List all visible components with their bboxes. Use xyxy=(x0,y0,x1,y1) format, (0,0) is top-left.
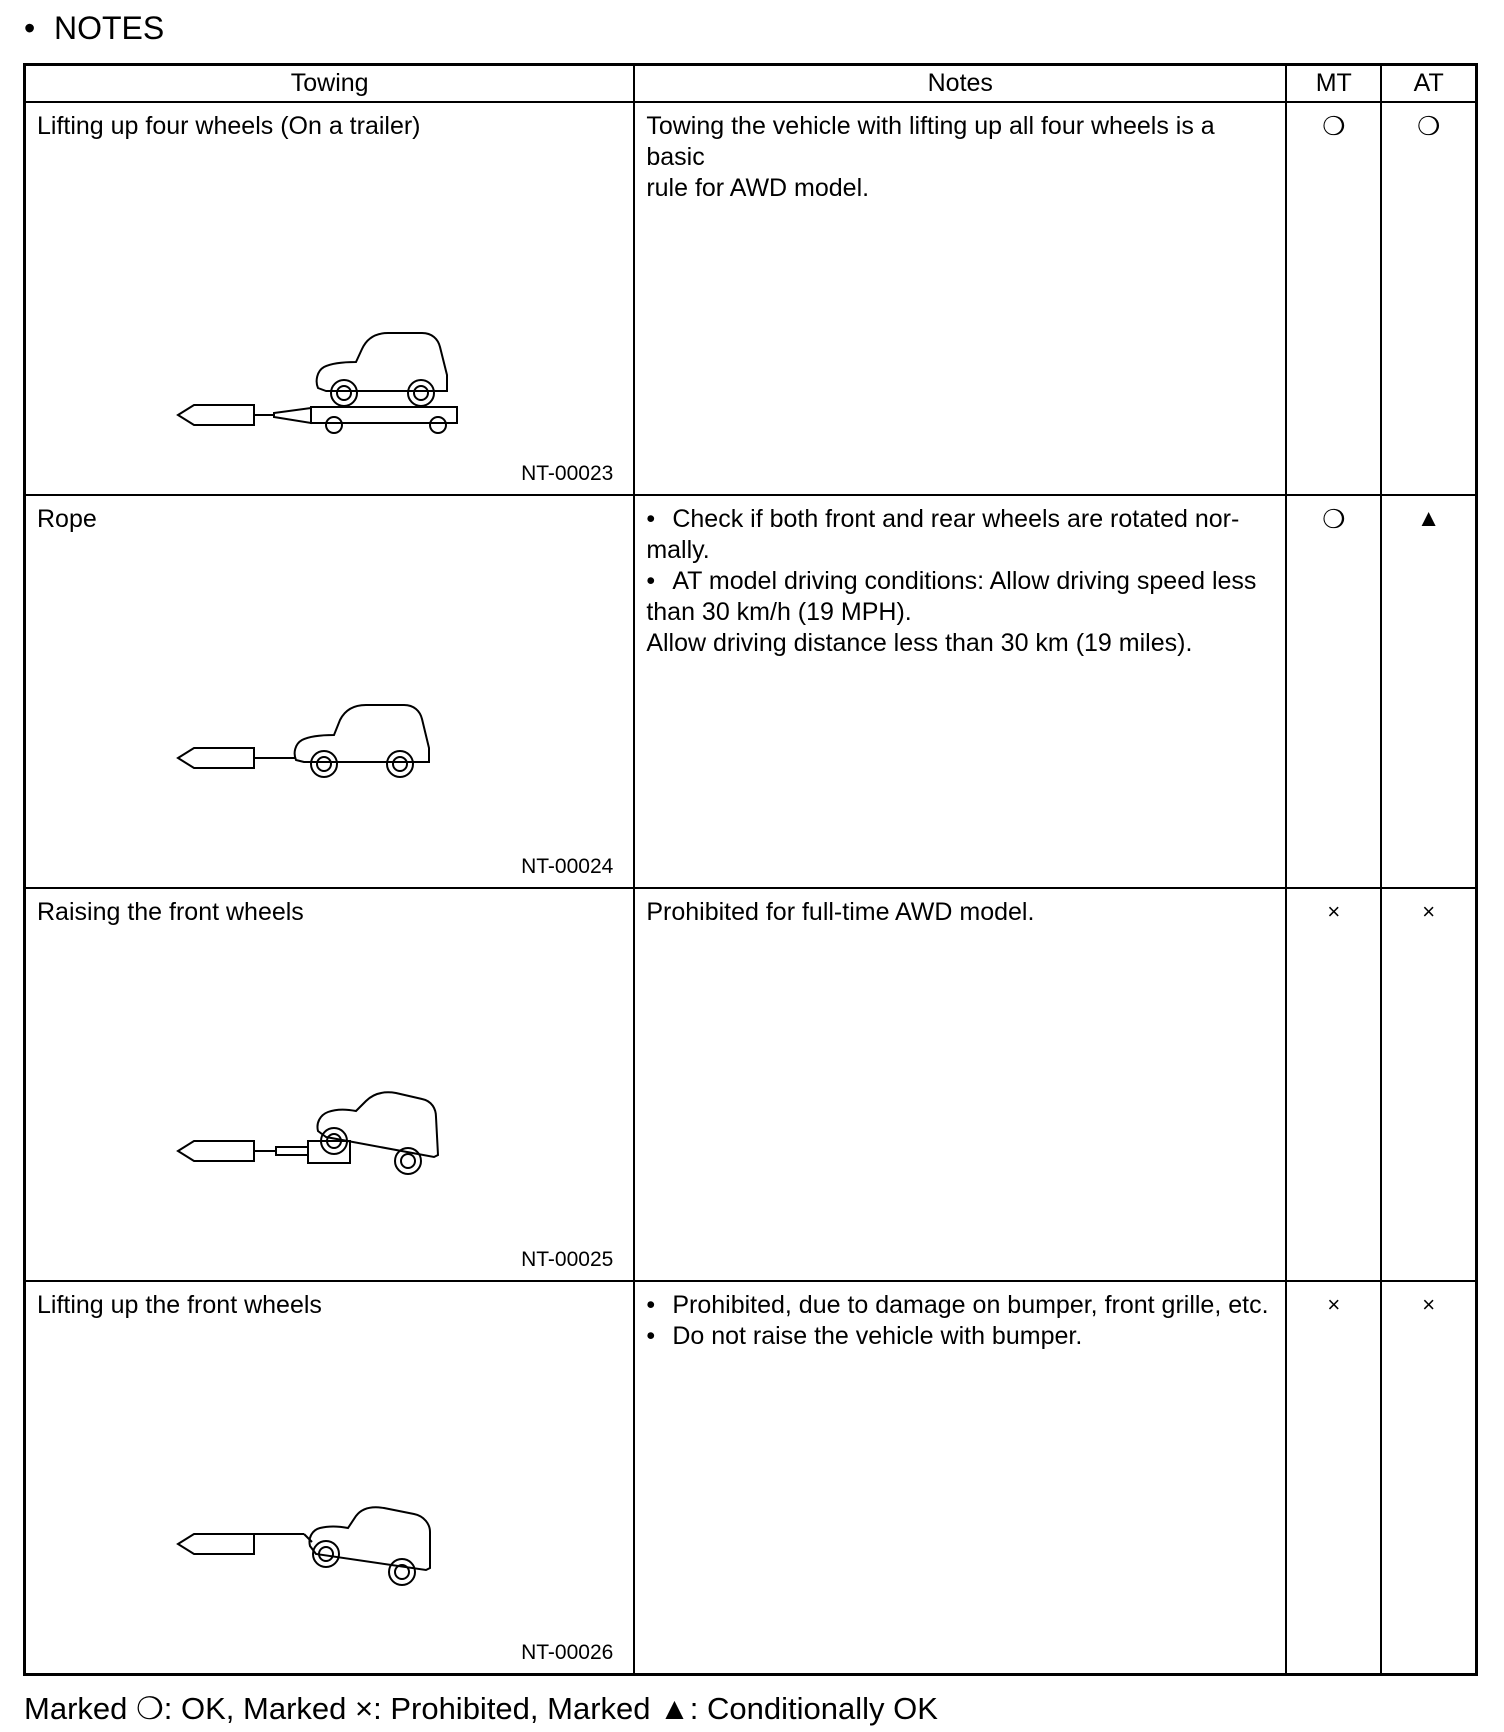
prohibited-mark-icon: × xyxy=(1327,1292,1341,1317)
note-line xyxy=(646,1290,1273,1321)
car-front-lifted-tow-icon xyxy=(176,1422,516,1622)
ok-mark-icon: ❍ xyxy=(1417,111,1441,141)
notes-cell xyxy=(634,1281,1286,1675)
note-text: AT model driving conditions: Allow driving speed less xyxy=(672,567,1257,595)
figure-code: NT-00024 xyxy=(521,855,614,878)
notes-cell xyxy=(634,102,1286,495)
table-row xyxy=(25,888,1477,1281)
ok-mark-icon: ❍ xyxy=(1322,504,1346,534)
note-text: Do not raise the vehicle with bumper. xyxy=(672,1322,1083,1350)
notes-cell xyxy=(634,495,1286,888)
note-line xyxy=(646,566,1273,597)
towing-cell xyxy=(25,888,635,1281)
header-notes: Notes xyxy=(634,65,1286,103)
bullet: • xyxy=(646,567,656,595)
header-towing: Towing xyxy=(25,65,635,103)
at-cell xyxy=(1381,102,1476,495)
towing-cell xyxy=(25,1281,635,1675)
towing-cell xyxy=(25,102,635,495)
car-on-trailer-icon xyxy=(176,243,516,443)
bullet: • xyxy=(646,1291,656,1319)
note-line: mally. xyxy=(646,536,710,564)
towing-method-label: Raising the front wheels xyxy=(37,898,304,926)
towing-table xyxy=(23,63,1478,1676)
note-line: Allow driving distance less than 30 km (19 miles). xyxy=(646,629,1193,657)
car-rope-tow-icon xyxy=(176,636,516,836)
towing-method-label: Rope xyxy=(37,505,97,533)
bullet: • xyxy=(646,505,656,533)
note-line: than 30 km/h (19 MPH). xyxy=(646,598,912,626)
table-row xyxy=(25,495,1477,888)
header-at: AT xyxy=(1381,65,1476,103)
mt-cell xyxy=(1286,1281,1381,1675)
at-cell xyxy=(1381,1281,1476,1675)
towing-cell xyxy=(25,495,635,888)
table-row xyxy=(25,102,1477,495)
note-line xyxy=(646,504,1273,535)
header-mt: MT xyxy=(1286,65,1381,103)
note-text: Check if both front and rear wheels are rotated nor- xyxy=(672,505,1240,533)
prohibited-mark-icon: × xyxy=(1422,899,1436,924)
note-line xyxy=(646,1321,1273,1352)
note-line: Towing the vehicle with lifting up all four wheels is a basic xyxy=(646,112,1215,171)
towing-method-label: Lifting up four wheels (On a trailer) xyxy=(37,112,421,140)
prohibited-mark-icon: × xyxy=(1327,899,1341,924)
at-cell xyxy=(1381,888,1476,1281)
note-line: rule for AWD model. xyxy=(646,174,870,202)
note-line: Prohibited for full-time AWD model. xyxy=(646,898,1035,926)
towing-method-label: Lifting up the front wheels xyxy=(37,1291,322,1319)
note-text: Prohibited, due to damage on bumper, front grille, etc. xyxy=(672,1291,1269,1319)
prohibited-mark-icon: × xyxy=(1422,1292,1436,1317)
car-front-raised-dolly-icon xyxy=(176,1029,516,1229)
ok-mark-icon: ❍ xyxy=(1322,111,1346,141)
figure-code: NT-00025 xyxy=(521,1248,614,1271)
conditional-mark-icon: ▲ xyxy=(1416,505,1441,532)
legend: Marked ❍: OK, Marked ×: Prohibited, Marked ▲: Conditionally OK xyxy=(24,1691,938,1726)
table-header-row xyxy=(25,65,1477,103)
mt-cell xyxy=(1286,495,1381,888)
section-heading xyxy=(24,8,164,48)
bullet: • xyxy=(646,1322,656,1350)
notes-cell xyxy=(634,888,1286,1281)
figure-code: NT-00023 xyxy=(521,462,614,485)
mt-cell xyxy=(1286,888,1381,1281)
at-cell xyxy=(1381,495,1476,888)
heading-title: NOTES xyxy=(54,10,165,46)
figure-code: NT-00026 xyxy=(521,1641,614,1664)
heading-bullet: • xyxy=(24,10,36,46)
table-row xyxy=(25,1281,1477,1675)
mt-cell xyxy=(1286,102,1381,495)
